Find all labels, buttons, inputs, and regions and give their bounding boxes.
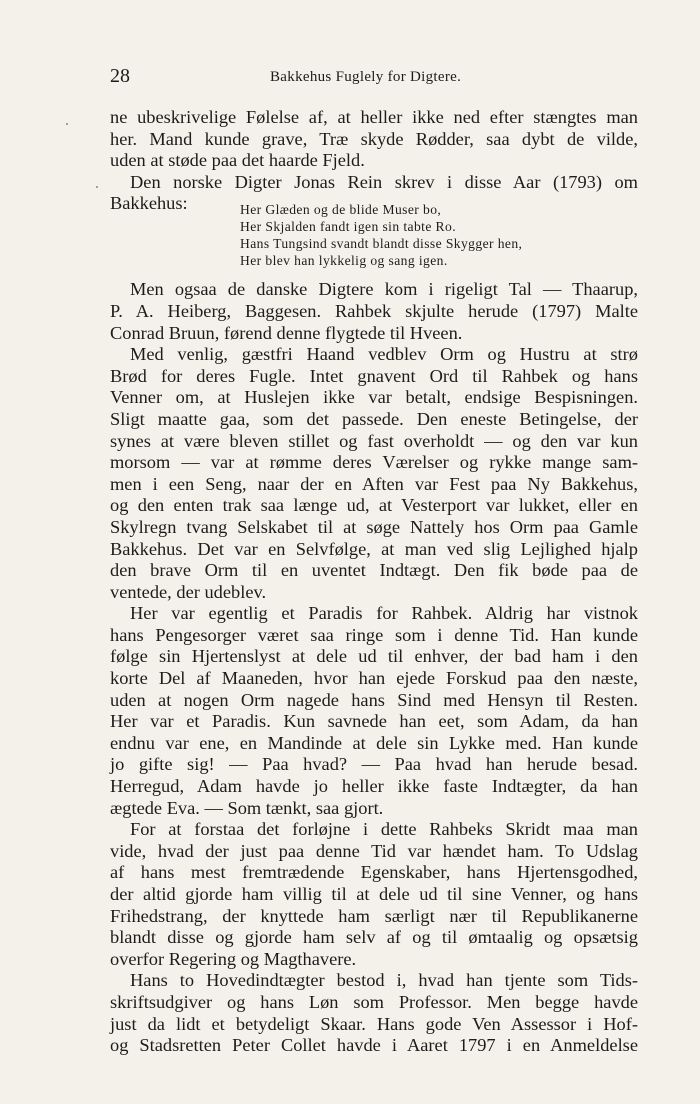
text-line: Sligt maatte gaa, som det passede. Den eneste Betingelse, der [110, 408, 638, 429]
text-line: Conrad Bruun, førend denne flygtede til Hveen. [110, 322, 463, 343]
page-header [110, 64, 638, 88]
text-line: Her var egentlig et Paradis for Rahbek. Aldrig har vistnok [130, 603, 638, 624]
text-line: ne ubeskrivelige Følelse af, at heller ikke ned efter stængtes man [110, 107, 638, 127]
poem-intro-label: Bakkehus: [110, 193, 188, 214]
text-line: endnu var ene, en Mandinde at dele sin Lykke med. Han kunde [110, 732, 638, 753]
text-line: synes at være bleven stillet og fast overholdt — og den var kun [110, 430, 638, 451]
text-line: jo gifte sig! — Paa hvad? — Paa hvad han herude besad. [110, 754, 638, 775]
text-line: korte Del af Maaneden, hvor han ejede Forskud paa den næste, [110, 668, 638, 689]
poem-block [110, 193, 638, 279]
text-line: just da lidt et betydeligt Skaar. Hans gode Ven Assessor i Hof- [110, 1013, 638, 1034]
text-line: Den norske Digter Jonas Rein skrev i disse Aar (1793) om [130, 171, 638, 192]
text-line: den brave Orm til en uventet Indtægt. Den fik bøde paa de [110, 560, 638, 581]
text-line: her. Mand kunde grave, Træ skyde Rødder, saa dybt de vilde, [110, 128, 638, 149]
poem-line: Her blev han lykkelig og sang igen. [240, 253, 448, 269]
text-line: af hans mest fremtrædende Egenskaber, hans Hjertensgodhed, [110, 862, 638, 883]
text-line: hans Pengesorger været saa ringe som i denne Tid. Han kunde [110, 624, 638, 645]
text-line: Hans to Hovedindtægter bestod i, hvad han tjente som Tids- [130, 970, 638, 991]
body-text [110, 107, 638, 1057]
text-line: Bakkehus. Det var en Selvfølge, at man ved slig Lejlighed hjalp [110, 538, 638, 559]
poem-line: Hans Tungsind svandt blandt disse Skygger hen, [240, 236, 523, 252]
text-line: følge sin Hjertenslyst at dele ud til enhver, der bad ham i den [110, 646, 638, 667]
poem-quote [240, 201, 620, 269]
text-line: Brød for deres Fugle. Intet gnavent Ord til Rahbek og hans [110, 365, 638, 386]
text-line: Her var et Paradis. Kun savnede han eet, som Adam, da han [110, 711, 638, 732]
text-line: vide, hvad der just paa denne Tid var hændet ham. To Udslag [110, 840, 638, 861]
running-title: Bakkehus Fuglely for Digtere. [270, 69, 462, 85]
text-line: morsom — var at rømme deres Værelser og rykke mange sam- [110, 452, 638, 473]
text-line: Med venlig, gæstfri Haand vedblev Orm og Hustru at strø [130, 344, 638, 365]
text-line: og Stadsretten Peter Collet havde i Aaret 1797 i en Anmeldelse [110, 1035, 638, 1056]
paper-speck [96, 186, 98, 188]
text-line: uden at støde paa det haarde Fjeld. [110, 150, 365, 171]
text-line: For at forstaa det forløjne i dette Rahbeks Skridt maa man [130, 819, 638, 840]
paper-speck [66, 123, 68, 125]
page-number: 28 [110, 65, 130, 87]
text-line: Men ogsaa de danske Digtere kom i rigeligt Tal — Thaarup, [130, 279, 638, 300]
text-line: ægtede Eva. — Som tænkt, saa gjort. [110, 797, 384, 818]
text-line: ventede, der udeblev. [110, 581, 267, 602]
poem-line: Her Glæden og de blide Muser bo, [240, 202, 442, 218]
text-line: og den enten trak saa længe ud, at Vesterport var lukket, eller en [110, 495, 638, 516]
text-line: skriftsudgiver og hans Løn som Professor. Men begge havde [110, 991, 638, 1012]
text-line: Frihedstrang, der knyttede ham særligt nær til Republikanerne [110, 905, 638, 926]
text-line: Skylregn tvang Selskabet til at søge Nattely hos Orm paa Gamle [110, 516, 638, 537]
text-line: der altid gjorde ham villig til at dele ud til sine Venner, og hans [110, 884, 638, 904]
text-line: overfor Regering og Magthavere. [110, 948, 357, 969]
text-line: men i een Seng, naar der en Aften var Fest paa Ny Bakkehus, [110, 473, 638, 494]
text-line: uden at nogen Orm nagede hans Sind med Hensyn til Resten. [110, 689, 638, 710]
text-line: blandt disse og gjorde ham selv af og til ømtaalig og opsætsig [110, 927, 638, 948]
poem-line: Her Skjalden fandt igen sin tabte Ro. [240, 219, 457, 235]
text-line: Venner om, at Huslejen ikke var betalt, endsige Bespisningen. [110, 387, 638, 408]
text-line: P. A. Heiberg, Baggesen. Rahbek skjulte herude (1797) Malte [110, 300, 638, 321]
text-line: Herregud, Adam havde jo heller ikke faste Indtægter, da han [110, 776, 638, 797]
